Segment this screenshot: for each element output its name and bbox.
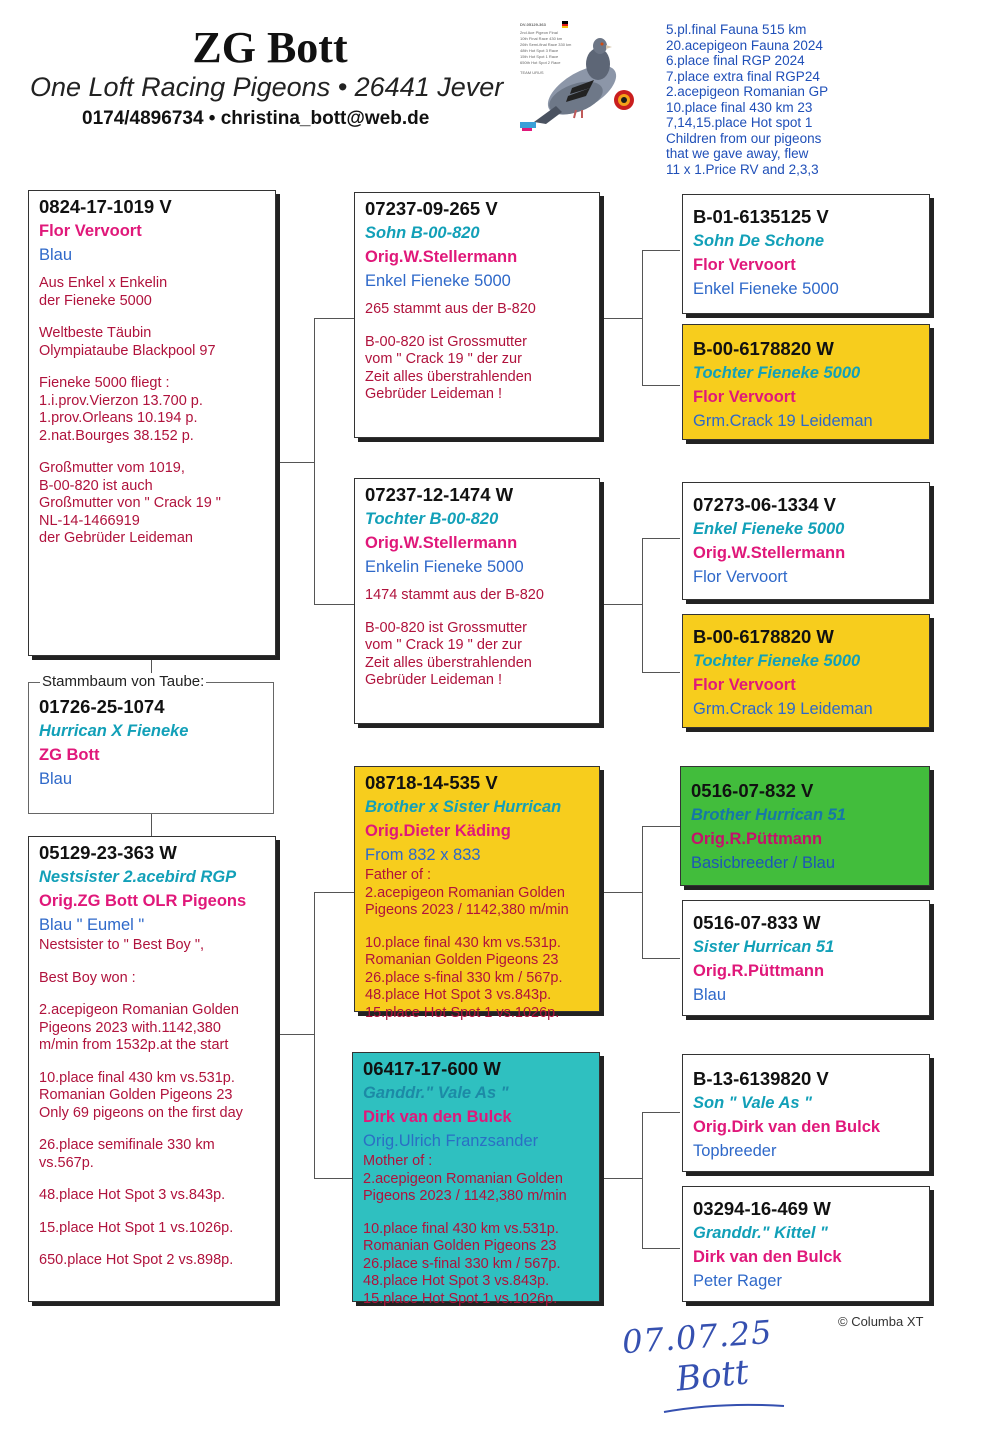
achievement-item: that we gave away, flew bbox=[666, 146, 809, 161]
subject-pairing: Hurrican X Fieneke bbox=[39, 722, 189, 740]
handwritten-date: 07.07.25 bbox=[620, 1312, 774, 1362]
great-grandparent-lineage: Enkel Fieneke 5000 bbox=[693, 280, 839, 298]
photo-card-line: 48th Hot Spot 3 Race bbox=[520, 48, 559, 53]
maternal-grandmother-note: Mother of : 2.acepigeon Romanian Golden Pigeons 2023 / 1142,380 m/min bbox=[363, 1153, 567, 1204]
paternal-grandfather-note: B-00-820 ist Grossmutter vom " Crack 19 " der zur Zeit alles überstrahlenden Gebrüder Leideman ! bbox=[365, 333, 532, 402]
great-grandparent-origin: Orig.W.Stellermann bbox=[693, 544, 846, 562]
great-grandparent-description: Tochter Fieneke 5000 bbox=[693, 652, 861, 670]
achievement-item: 6.place final RGP 2024 bbox=[666, 53, 805, 68]
signature-underline bbox=[660, 1398, 790, 1418]
mother-note: 10.place final 430 km vs.531p. Romanian Golden Pigeons 23 Only 69 pigeons on the first day bbox=[39, 1069, 243, 1121]
great-grandparent-origin: Orig.R.Püttmann bbox=[693, 962, 825, 980]
paternal-grandfather-note: 265 stammt aus der B-820 bbox=[365, 301, 536, 317]
great-grandparent-origin: Orig.Dirk van den Bulck bbox=[693, 1118, 881, 1136]
father-ring-number: 0824-17-1019 V bbox=[39, 196, 172, 217]
mother-origin: Orig.ZG Bott OLR Pigeons bbox=[39, 892, 247, 910]
achievement-item: 7.place extra final RGP24 bbox=[666, 68, 820, 84]
paternal-grandmother-note: B-00-820 ist Grossmutter vom " Crack 19 " der zur Zeit alles überstrahlenden Gebrüder Leideman ! bbox=[365, 619, 532, 688]
connector-line bbox=[314, 318, 354, 319]
photo-card-line: 26th Semi-final Race 330 km bbox=[520, 42, 572, 47]
paternal-grandfather-description: Sohn B-00-820 bbox=[365, 224, 480, 242]
pigeon-photo bbox=[516, 18, 640, 136]
great-grandparent-origin: Orig.R.Püttmann bbox=[691, 830, 823, 848]
achievements-list bbox=[666, 22, 866, 177]
photo-card-line: TEAM URUS bbox=[520, 70, 544, 75]
connector-line bbox=[600, 604, 642, 605]
mother-note: Nestsister to " Best Boy ", bbox=[39, 937, 205, 953]
maternal-grandfather-note: 10.place final 430 km vs.531p. Romanian Golden Pigeons 23 26.place s-final 330 km / 567p. 48.place Hot Spot 3 vs.843p. 15.place Hot Spot 1 vs.1026p. bbox=[365, 934, 563, 1021]
great-grandparent-ring: B-00-6178820 W bbox=[693, 338, 834, 359]
great-grandparent-description: Enkel Fieneke 5000 bbox=[693, 520, 845, 538]
great-grandparent-description: Sister Hurrican 51 bbox=[693, 938, 835, 956]
connector-line bbox=[642, 538, 643, 672]
great-grandparent-card bbox=[682, 614, 930, 728]
maternal-grandmother-ring: 06417-17-600 W bbox=[363, 1058, 501, 1079]
father-note: Weltbeste Täubin Olympiataube Blackpool 97 bbox=[39, 325, 216, 359]
great-grandparent-lineage: Grm.Crack 19 Leideman bbox=[693, 700, 873, 718]
photo-card-line: 15th Hot Spot 1 Race bbox=[520, 54, 559, 59]
great-grandparent-card bbox=[682, 482, 930, 600]
maternal-grandmother-origin: Orig.Ulrich Franzsander bbox=[363, 1132, 539, 1150]
pedigree-label: Stammbaum von Taube: bbox=[42, 673, 205, 690]
connector-line bbox=[600, 318, 642, 319]
great-grandparent-info: Basicbreeder / Blau bbox=[691, 854, 835, 872]
great-grandparent-card bbox=[682, 194, 930, 314]
great-grandparent-ring: B-00-6178820 W bbox=[693, 626, 834, 647]
subject-color: Blau bbox=[39, 770, 73, 788]
connector-line bbox=[642, 1248, 680, 1249]
paternal-grandfather-ring: 07237-09-265 V bbox=[365, 198, 498, 219]
subject-card bbox=[28, 682, 274, 814]
great-grandparent-description: Tochter Fieneke 5000 bbox=[693, 364, 861, 382]
achievement-item: 7,14,15.place Hot spot 1 bbox=[666, 115, 813, 130]
pigeon-photo-card bbox=[516, 18, 640, 136]
great-grandparent-card bbox=[682, 324, 930, 440]
great-grandparent-info: Topbreeder bbox=[693, 1142, 777, 1160]
great-grandparent-ring: 03294-16-469 W bbox=[693, 1198, 831, 1219]
subject-ring-number: 01726-25-1074 bbox=[39, 696, 165, 717]
breeder-subtitle: One Loft Racing Pigeons • 26441 Jever bbox=[30, 72, 504, 102]
mother-ring-number: 05129-23-363 W bbox=[39, 842, 177, 863]
connector-line bbox=[642, 672, 680, 673]
achievement-item: 10.place final 430 km 23 bbox=[666, 99, 813, 115]
connector-line bbox=[642, 1112, 680, 1113]
father-note: Aus Enkel x Enkelin der Fieneke 5000 bbox=[39, 275, 168, 309]
father-card bbox=[28, 190, 276, 656]
copyright-notice: © Columba XT bbox=[838, 1314, 924, 1329]
connector-line bbox=[642, 826, 643, 958]
paternal-grandmother-card bbox=[354, 478, 600, 724]
great-grandparent-description: Sohn De Schone bbox=[693, 232, 825, 250]
connector-line bbox=[642, 958, 680, 959]
paternal-grandfather-card bbox=[354, 192, 600, 438]
breeder-title: ZG Bott bbox=[192, 23, 348, 72]
connector-line bbox=[314, 604, 354, 605]
great-grandparent-strain: Dirk van den Bulck bbox=[693, 1248, 842, 1266]
subject-breeder: ZG Bott bbox=[39, 746, 100, 764]
father-strain: Flor Vervoort bbox=[39, 222, 142, 240]
achievement-item: Children from our pigeons bbox=[666, 130, 822, 146]
paternal-grandmother-description: Tochter B-00-820 bbox=[365, 510, 499, 528]
great-grandparent-strain: Flor Vervoort bbox=[693, 388, 796, 406]
handwritten-signature: Bott bbox=[674, 1352, 751, 1400]
maternal-grandmother-card bbox=[352, 1052, 600, 1307]
mother-note: Best Boy won : bbox=[39, 969, 136, 986]
great-grandparent-ring: 0516-07-833 W bbox=[693, 912, 821, 933]
great-grandparent-strain: Flor Vervoort bbox=[693, 676, 796, 694]
maternal-grandmother-description: Ganddr." Vale As " bbox=[363, 1084, 509, 1102]
mother-description: Nestsister 2.acebird RGP bbox=[39, 868, 237, 886]
paternal-grandfather-lineage: Enkel Fieneke 5000 bbox=[365, 272, 511, 290]
photo-card-ring: DV-05129-363 bbox=[520, 22, 546, 27]
mother-color: Blau " Eumel " bbox=[39, 916, 145, 934]
maternal-grandfather-ring: 08718-14-535 V bbox=[365, 772, 498, 793]
great-grandparent-card bbox=[680, 766, 930, 886]
great-grandparent-lineage: Flor Vervoort bbox=[693, 568, 788, 586]
connector-line bbox=[642, 385, 680, 386]
mother-card bbox=[28, 836, 276, 1302]
connector-line bbox=[642, 1112, 643, 1248]
photo-card-line: 10th Final Race 430 km bbox=[520, 36, 563, 41]
great-grandparent-breeder: Peter Rager bbox=[693, 1272, 782, 1290]
connector-line bbox=[276, 462, 314, 463]
great-grandparent-strain: Flor Vervoort bbox=[693, 256, 796, 274]
mother-note: 26.place semifinale 330 km vs.567p. bbox=[39, 1137, 215, 1171]
achievement-item: 5.pl.final Fauna 515 km bbox=[666, 22, 807, 37]
connector-line bbox=[642, 538, 680, 539]
great-grandparent-ring: B-01-6135125 V bbox=[693, 206, 829, 227]
pigeon-illustration bbox=[516, 18, 640, 136]
connector-line bbox=[642, 250, 680, 251]
maternal-grandmother-note: 10.place final 430 km vs.531p. Romanian Golden Pigeons 23 26.place s-final 330 km / 567p. 48.place Hot Spot 3 vs.843p. 15.place Hot Spot 1 vs.1026p. bbox=[363, 1220, 561, 1307]
photo-card-line: 2nd Ace Pigeon Final bbox=[520, 30, 558, 35]
paternal-grandmother-note: 1474 stammt aus der B-820 bbox=[365, 587, 544, 603]
paternal-grandmother-lineage: Enkelin Fieneke 5000 bbox=[365, 558, 524, 576]
connector-line bbox=[600, 892, 642, 893]
mother-note: 15.place Hot Spot 1 vs.1026p. bbox=[39, 1219, 234, 1236]
father-color: Blau bbox=[39, 246, 73, 264]
great-grandparent-lineage: Grm.Crack 19 Leideman bbox=[693, 412, 873, 430]
maternal-grandfather-parents: From 832 x 833 bbox=[365, 846, 481, 864]
connector-line bbox=[642, 826, 680, 827]
great-grandparent-card bbox=[682, 1186, 930, 1302]
photo-card-line: 650th Hot Spot 2 Race bbox=[520, 60, 561, 65]
mother-note: 48.place Hot Spot 3 vs.843p. bbox=[39, 1187, 226, 1203]
great-grandparent-description: Granddr." Kittel " bbox=[693, 1224, 828, 1242]
connector-line bbox=[314, 1178, 354, 1179]
father-note: Fieneke 5000 fliegt : 1.i.prov.Vierzon 13.700 p. 1.prov.Orleans 10.194 p. 2.nat.Bourges 38.152 p. bbox=[39, 375, 203, 444]
connector-line bbox=[276, 1034, 314, 1035]
paternal-grandfather-origin: Orig.W.Stellermann bbox=[365, 248, 518, 266]
great-grandparent-color: Blau bbox=[693, 986, 727, 1004]
maternal-grandmother-strain: Dirk van den Bulck bbox=[363, 1108, 512, 1126]
great-grandparent-ring: 0516-07-832 V bbox=[691, 780, 814, 801]
achievement-item: 20.acepigeon Fauna 2024 bbox=[666, 37, 823, 53]
breeder-contact: 0174/4896734 • christina_bott@web.de bbox=[82, 108, 430, 129]
father-note: Großmutter vom 1019, B-00-820 ist auch Großmutter von " Crack 19 " NL-14-1466919 der Gebrüder Leideman bbox=[39, 460, 221, 546]
connector-line bbox=[600, 1178, 642, 1179]
achievement-item: 11 x 1.Price RV and 2,3,3 bbox=[666, 161, 819, 177]
connector-line bbox=[151, 814, 152, 836]
achievement-item: 2.acepigeon Romanian GP bbox=[666, 84, 829, 99]
connector-line bbox=[314, 318, 315, 604]
great-grandparent-ring: B-13-6139820 V bbox=[693, 1068, 829, 1089]
great-grandparent-ring: 07273-06-1334 V bbox=[693, 494, 836, 515]
connector-line bbox=[642, 250, 643, 385]
paternal-grandmother-origin: Orig.W.Stellermann bbox=[365, 534, 518, 552]
great-grandparent-description: Brother Hurrican 51 bbox=[691, 806, 846, 824]
great-grandparent-card bbox=[682, 1054, 930, 1172]
maternal-grandfather-description: Brother x Sister Hurrican bbox=[365, 798, 562, 816]
great-grandparent-card bbox=[682, 900, 930, 1016]
connector-line bbox=[314, 892, 354, 893]
maternal-grandfather-origin: Orig.Dieter Käding bbox=[365, 822, 511, 840]
mother-note: 650.place Hot Spot 2 vs.898p. bbox=[39, 1252, 234, 1268]
paternal-grandmother-ring: 07237-12-1474 W bbox=[365, 484, 514, 505]
mother-note: 2.acepigeon Romanian Golden Pigeons 2023 with.1142,380 m/min from 1532p.at the start bbox=[39, 1002, 239, 1053]
great-grandparent-description: Son " Vale As " bbox=[693, 1094, 812, 1112]
maternal-grandfather-card bbox=[354, 766, 600, 1021]
maternal-grandfather-note: Father of : 2.acepigeon Romanian Golden Pigeons 2023 / 1142,380 m/min bbox=[365, 867, 569, 918]
connector-line bbox=[314, 892, 315, 1178]
